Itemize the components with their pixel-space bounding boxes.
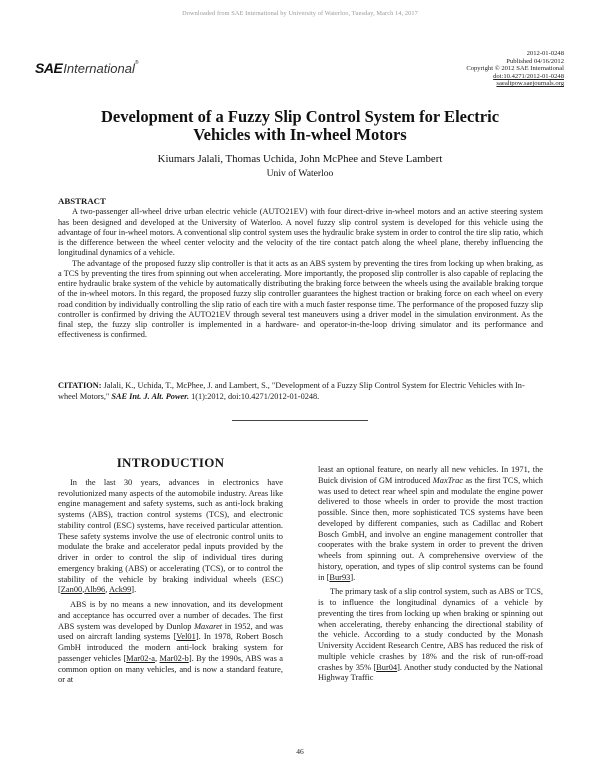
maxaret-term: Maxaret — [194, 621, 223, 631]
logo-brand: SAE — [35, 60, 63, 76]
text-run: ]. — [350, 572, 356, 582]
citation — [58, 381, 543, 402]
text-run: as the first TCS, which was used to detect rear wheel spin and modulate the engine power delivered to those wheels in order to provide the most traction possible. Since then, more sophisticated TCS systems have been developed by different companies, such as Cadillac and Robert Bosch GmbH, and involve an engine management controller that cooperates with the brake system in order to prevent the driven wheels from spinning out. A comprehensive overview of the history, operation, and types of slip control systems can be found in [ — [318, 475, 543, 582]
ref-bur04[interactable]: Bur04 — [376, 662, 398, 672]
affiliation: Univ of Waterloo — [266, 168, 334, 179]
ref-mar02a[interactable]: Mar02-a — [126, 653, 155, 663]
journal-site-link[interactable]: saealtpow.saejournals.org — [496, 80, 564, 88]
citation-text: Jalali, K., Uchida, T., McPhee, J. and Lambert, S., "Development of a Fuzzy Slip Control System for Electric Vehicles with In-wheel Motors," — [58, 381, 525, 401]
text-run: In the last 30 years, advances in electronics have revolutionized many aspects of the automobile industry. Areas like engine management and safety systems, such as anti-lock braking systems (ABS), traction control systems (TCS), and electronic stability control (ESC) systems, have received particular attention. These safety systems involve the use of electronic control units to modulate the brake and accelerator pedal inputs provided by the driver in order to control the slip of individual tires during emergency braking (ABS) or accelerating (TCS), or to control the stability of the vehicle by braking individual wheels (ESC) [ — [58, 477, 283, 595]
text-run: The primary task of a slip control system, such as ABS or TCS, is to influence the longitudinal dynamics of a vehicle by preventing the tires from locking up when braking or spinning out when accelerating, thereby enhancing the directional stability of the vehicle. According to a study conducted by the Monash University Accident Research Centre, ABS has reduced the risk of multiple vehicle crashes by 18% and the risk of run-off-road crashes by 35% [ — [318, 587, 543, 672]
text-run: in 1952, and was used on aircraft landing systems [ — [58, 621, 283, 642]
left-column — [58, 455, 283, 690]
text-run: ]. In 1978, Robert Bosch GmbH introduced the modern anti-lock braking system for passenger vehicles [ — [58, 632, 283, 663]
page-number: 46 — [296, 747, 304, 756]
section-divider — [232, 420, 368, 421]
intro-paragraph-3 — [318, 587, 543, 684]
ref-bur93[interactable]: Bur93 — [329, 572, 351, 582]
title-line-2: Vehicles with In-wheel Motors — [193, 125, 407, 144]
logo-trademark: ® — [134, 60, 139, 66]
ref-ack99[interactable]: Ack99 — [108, 585, 132, 595]
intro-paragraph-2-continued — [318, 465, 543, 583]
ref-alb96[interactable]: Alb96 — [84, 585, 106, 595]
abstract-paragraph-1: A two-passenger all-wheel drive urban electric vehicle (AUTO21EV) with four direct-drive in-wheel motors and an active steering system has been designed and developed at the University of Waterloo. A novel fuzzy slip control system is developed for this vehicle using the advantage of four in-wheel motors. A conventional slip control system uses the hydraulic brake system in order to control the tire slip ratio, which is the difference between the wheel center velocity and the velocity of the tire contact patch along the wheel plane, thereby influencing the longitudinal dynamics of a vehicle. — [58, 207, 543, 258]
title-line-1: Development of a Fuzzy Slip Control System for Electric — [100, 107, 500, 126]
maxtrac-term: MaxTrac — [432, 475, 464, 485]
introduction-heading: INTRODUCTION — [116, 455, 225, 470]
publication-meta — [466, 50, 564, 88]
text-run: ]. Another study conducted by the National Highway Traffic — [318, 662, 543, 683]
right-column — [318, 465, 543, 688]
ref-vel01[interactable]: Vel01 — [176, 632, 196, 642]
abstract-heading: ABSTRACT — [58, 196, 106, 206]
copyright: Copyright © 2012 SAE International — [466, 65, 564, 73]
intro-paragraph-1 — [58, 478, 283, 596]
sae-international-logo — [35, 60, 139, 80]
paper-number: 2012-01-0248 — [526, 50, 564, 57]
text-run: , — [82, 585, 85, 595]
citation-tail: 1(1):2012, doi:10.4271/2012-01-0248. — [189, 391, 320, 401]
authors: Kiumars Jalali, Thomas Uchida, John McPhee and Steve Lambert — [157, 153, 443, 165]
text-run: ]. By the 1990s, ABS was a common option on many vehicles, and is now a standard feature, or at — [58, 653, 283, 685]
paper-title — [40, 108, 560, 144]
abstract-paragraph-2: The advantage of the proposed fuzzy slip controller is that it acts as an ABS system by preventing the tires from locking up when braking, as a TCS by preventing the tires from spinning out when accelerating. More importantly, the proposed slip controller is also capable of replacing the entire hydraulic brake system of the vehicle by automatically distributing the braking force between the wheels using the available braking torque of the in-wheel motors. In this regard, the proposed fuzzy slip controller guarantees the highest traction or braking force on each wheel on every road condition by individually controlling the slip ratio of each tire with a much faster response time. The performance of the proposed fuzzy slip controller is confirmed by driving the AUTO21EV through several test maneuvers using a driver model in the simulation environment. As the final step, the fuzzy slip controller is implemented in a hardware- and operator-in-the-loop driving simulator and its performance and effectiveness is confirmed. — [58, 258, 543, 340]
text-run: least an optional feature, on nearly all new vehicles. In 1971, the Buick division of GM introduced — [318, 465, 543, 485]
abstract — [58, 196, 543, 341]
ref-mar02b[interactable]: Mar02-b — [159, 653, 189, 663]
ref-zan00[interactable]: Zan00 — [60, 585, 83, 595]
citation-label: CITATION: — [58, 381, 102, 390]
text-run: ABS is by no means a new innovation, and its development and acceptance has occurred over a number of decades. The first ABS system was developed by Dunlop — [58, 600, 283, 631]
doi-link[interactable]: doi:10.4271/2012-01-0248 — [493, 72, 564, 80]
logo-suffix: International — [63, 61, 135, 76]
text-run: , — [154, 653, 158, 663]
intro-paragraph-2 — [58, 600, 283, 686]
citation-journal: SAE Int. J. Alt. Power. — [111, 391, 190, 401]
published-date: Published 04/16/2012 — [506, 57, 564, 65]
download-note: Downloaded from SAE International by University of Waterloo, Tuesday, March 14, 2017 — [182, 10, 418, 17]
text-run: ]. — [131, 585, 137, 595]
text-run: , — [105, 585, 108, 595]
